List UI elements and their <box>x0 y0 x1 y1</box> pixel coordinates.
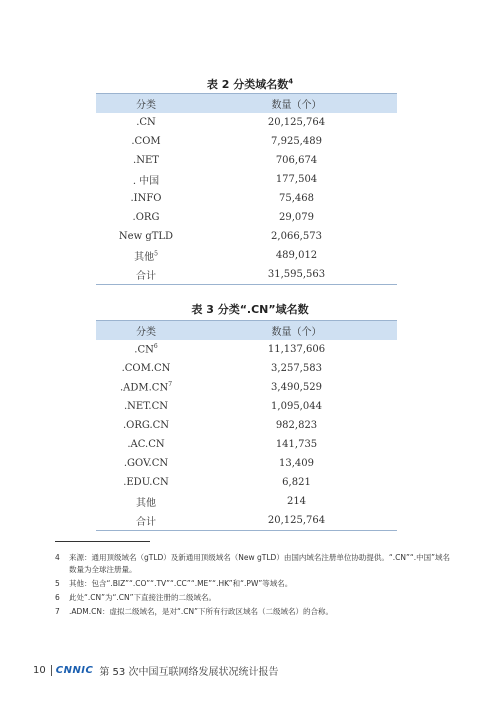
footnotes <box>55 552 450 620</box>
category-text: 其他 <box>134 252 155 263</box>
table-row <box>96 340 397 359</box>
count-cell: 31,595,563 <box>196 265 397 285</box>
category-cell <box>96 511 196 531</box>
footnote-divider <box>55 541 150 542</box>
category-text: .AC.CN <box>127 439 165 450</box>
table-row <box>96 132 397 151</box>
table-row <box>96 246 397 265</box>
table3 <box>96 320 397 531</box>
count-cell: 20,125,764 <box>267 117 326 128</box>
category-cell <box>96 151 196 170</box>
category-cell <box>96 132 196 151</box>
table2-header-row <box>96 94 397 114</box>
table3-header-count: 数量（个） <box>271 327 322 338</box>
category-cell <box>96 170 196 189</box>
count-cell: 3,490,529 <box>271 382 322 393</box>
footnote-number: 4 <box>55 553 60 562</box>
category-text: .NET <box>133 155 159 166</box>
table-row <box>96 435 397 454</box>
category-cell <box>96 265 196 285</box>
category-text: .COM.CN <box>121 363 171 374</box>
footnote-text: .ADM.CN：虚拟二级域名，是对“.CN”下所有行政区域名（二级域名）的合称。 <box>69 607 333 616</box>
category-cell <box>96 189 196 208</box>
table-row <box>96 473 397 492</box>
category-cell <box>96 473 196 492</box>
count-cell: 6,821 <box>282 477 311 488</box>
count-cell: 706,674 <box>275 155 318 166</box>
table-row <box>96 378 397 397</box>
category-text: .CN <box>136 117 156 128</box>
category-cell <box>96 397 196 416</box>
category-text: .ADM.CN <box>119 382 169 394</box>
table3-title: 表 3 分类“.CN”域名数 <box>191 303 309 316</box>
category-text: . 中国 <box>132 176 160 187</box>
footnote-ref: 6 <box>153 343 158 351</box>
category-text: .NET.CN <box>123 401 168 412</box>
table2-header-count: 数量（个） <box>271 100 322 111</box>
table-row <box>96 416 397 435</box>
category-text: .INFO <box>130 193 162 204</box>
table-row <box>96 151 397 170</box>
footnote-item <box>55 592 450 604</box>
category-cell <box>96 416 196 435</box>
report-title: 第 53 次中国互联网络发展状况统计报告 <box>99 666 279 678</box>
table-row <box>96 113 397 132</box>
table-row <box>96 454 397 473</box>
footnote-number: 7 <box>55 607 60 616</box>
footnote-ref: 7 <box>168 381 173 389</box>
category-cell <box>96 113 196 132</box>
category-text: .ORG.CN <box>122 420 170 431</box>
table-row <box>96 265 397 285</box>
category-text: 合计 <box>136 517 156 528</box>
count-cell: 2,066,573 <box>271 231 322 242</box>
category-cell <box>96 378 196 397</box>
footnote-ref: 5 <box>154 250 158 258</box>
footer-separator <box>51 665 52 676</box>
page-footer <box>33 662 278 678</box>
count-cell: 75,468 <box>279 193 314 204</box>
table-row <box>96 189 397 208</box>
category-text: 合计 <box>136 271 156 282</box>
table-row <box>96 170 397 189</box>
category-cell <box>96 435 196 454</box>
table3-header-category: 分类 <box>136 327 156 338</box>
table2-header-category: 分类 <box>136 100 156 111</box>
category-cell <box>96 227 196 246</box>
category-cell <box>96 208 196 227</box>
footnote-text: 其他：包含“.BIZ”“.CO”“.TV”“.CC”“.ME”“.HK”和“.PW”等域名。 <box>69 579 293 588</box>
count-cell: 141,735 <box>275 439 318 450</box>
count-cell: 214 <box>286 496 307 507</box>
footnote-item <box>55 606 450 618</box>
category-text: .GOV.CN <box>123 458 169 469</box>
table2-title-text: 表 2 分类域名数 <box>206 78 289 91</box>
count-cell: 13,409 <box>279 458 314 469</box>
category-cell <box>96 492 196 511</box>
footnote-item <box>55 578 450 590</box>
category-text: .CN <box>134 344 154 356</box>
count-cell: 3,257,583 <box>271 363 322 374</box>
table-row <box>96 397 397 416</box>
table-row <box>96 492 397 511</box>
count-cell: 1,095,044 <box>271 401 322 412</box>
page-number: 10 <box>33 664 46 676</box>
footnote-number: 6 <box>55 593 60 602</box>
category-cell <box>96 246 196 265</box>
count-cell: 20,125,764 <box>196 511 397 531</box>
count-cell: 7,925,489 <box>271 136 322 147</box>
category-text: .COM <box>131 136 161 147</box>
count-cell: 29,079 <box>279 212 314 223</box>
category-text: .ORG <box>132 212 160 223</box>
table2 <box>96 93 397 285</box>
table-row <box>96 359 397 378</box>
table-row <box>96 208 397 227</box>
footnote-number: 5 <box>55 579 60 588</box>
count-cell: 489,012 <box>275 250 318 261</box>
table-row <box>96 227 397 246</box>
category-text: .EDU.CN <box>123 477 169 488</box>
cnnic-logo: CNNIC <box>55 664 94 676</box>
count-cell: 11,137,606 <box>267 344 326 355</box>
table2-title <box>0 76 500 92</box>
count-cell: 177,504 <box>275 174 318 185</box>
footnote-item <box>55 552 450 576</box>
category-cell <box>96 454 196 473</box>
table-row <box>96 511 397 531</box>
category-cell <box>96 340 196 359</box>
footnote-text: 此处“.CN”为“.CN”下直接注册的二级域名。 <box>69 593 217 602</box>
count-cell: 982,823 <box>275 420 318 431</box>
category-text: 其他 <box>136 498 156 509</box>
footnote-text: 来源：通用顶级域名（gTLD）及新通用顶级域名（New gTLD）由国内域名注册单位协助提供。“.CN”“.中国”域名数量为全球注册量。 <box>69 553 450 574</box>
table2-title-footnote-ref: 4 <box>288 77 294 86</box>
table3-header-row <box>96 321 397 341</box>
category-cell <box>96 359 196 378</box>
category-text: New gTLD <box>118 231 174 242</box>
